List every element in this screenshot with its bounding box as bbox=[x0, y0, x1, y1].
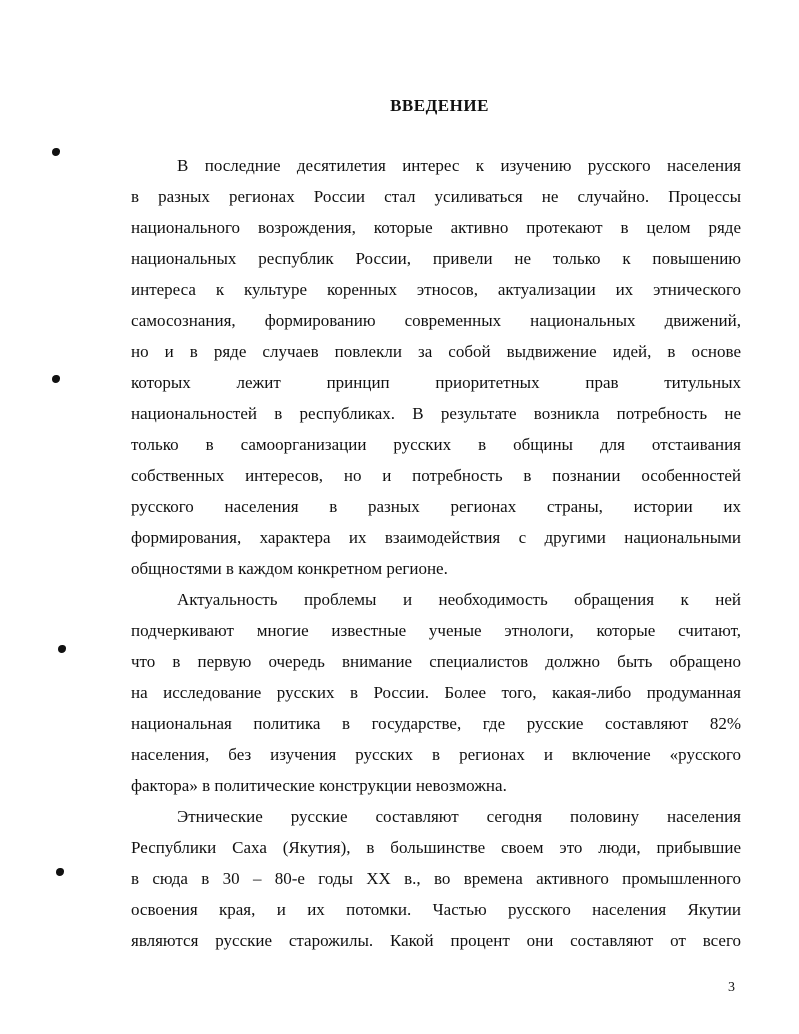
scan-mark bbox=[58, 645, 66, 653]
text-line: национальная политика в государстве, где русские составляют 82% bbox=[131, 714, 741, 733]
text-line: фактора» в политические конструкции невозможна. bbox=[131, 776, 507, 795]
text-line: национальных республик России, привели не только к повышению bbox=[131, 249, 741, 268]
text-line: которых лежит принцип приоритетных прав титульных bbox=[131, 373, 741, 392]
text-line: в разных регионах России стал усиливаться не случайно. Процессы bbox=[131, 187, 741, 206]
text-line: самосознания, формированию современных национальных движений, bbox=[131, 311, 741, 330]
text-line: подчеркивают многие известные ученые этнологи, которые считают, bbox=[131, 621, 741, 640]
text-line: общностями в каждом конкретном регионе. bbox=[131, 559, 448, 578]
page-number: 3 bbox=[728, 980, 735, 995]
text-line: русского населения в разных регионах страны, истории их bbox=[131, 497, 741, 516]
text-line: что в первую очередь внимание специалистов должно быть обращено bbox=[131, 652, 741, 671]
text-line: в сюда в 30 – 80-е годы XX в., во времена активного промышленного bbox=[131, 869, 741, 888]
text-line: В последние десятилетия интерес к изучению русского населения bbox=[177, 156, 741, 175]
text-line: населения, без изучения русских в регионах и включение «русского bbox=[131, 745, 741, 764]
scan-mark bbox=[52, 375, 60, 383]
text-line: собственных интересов, но и потребность в познании особенностей bbox=[131, 466, 741, 485]
scan-mark bbox=[52, 148, 60, 156]
text-line: национальностей в республиках. В результате возникла потребность не bbox=[131, 404, 741, 423]
text-line: являются русские старожилы. Какой процент они составляют от всего bbox=[131, 931, 741, 950]
text-line: Актуальность проблемы и необходимость обращения к ней bbox=[177, 590, 741, 609]
text-line: на исследование русских в России. Более того, какая-либо продуманная bbox=[131, 683, 741, 702]
text-line: освоения края, и их потомки. Частью русского населения Якутии bbox=[131, 900, 741, 919]
text-line: но и в ряде случаев повлекли за собой выдвижение идей, в основе bbox=[131, 342, 741, 361]
body-text bbox=[131, 150, 741, 956]
page-title: ВВЕДЕНИЕ bbox=[390, 96, 489, 115]
text-line: национального возрождения, которые активно протекают в целом ряде bbox=[131, 218, 741, 237]
text-line: Республики Саха (Якутия), в большинстве своем это люди, прибывшие bbox=[131, 838, 741, 857]
scan-mark bbox=[56, 868, 64, 876]
text-line: формирования, характера их взаимодействия с другими национальными bbox=[131, 528, 741, 547]
text-line: только в самоорганизации русских в общины для отстаивания bbox=[131, 435, 741, 454]
text-line: интереса к культуре коренных этносов, актуализации их этнического bbox=[131, 280, 741, 299]
text-line: Этнические русские составляют сегодня половину населения bbox=[177, 807, 741, 826]
